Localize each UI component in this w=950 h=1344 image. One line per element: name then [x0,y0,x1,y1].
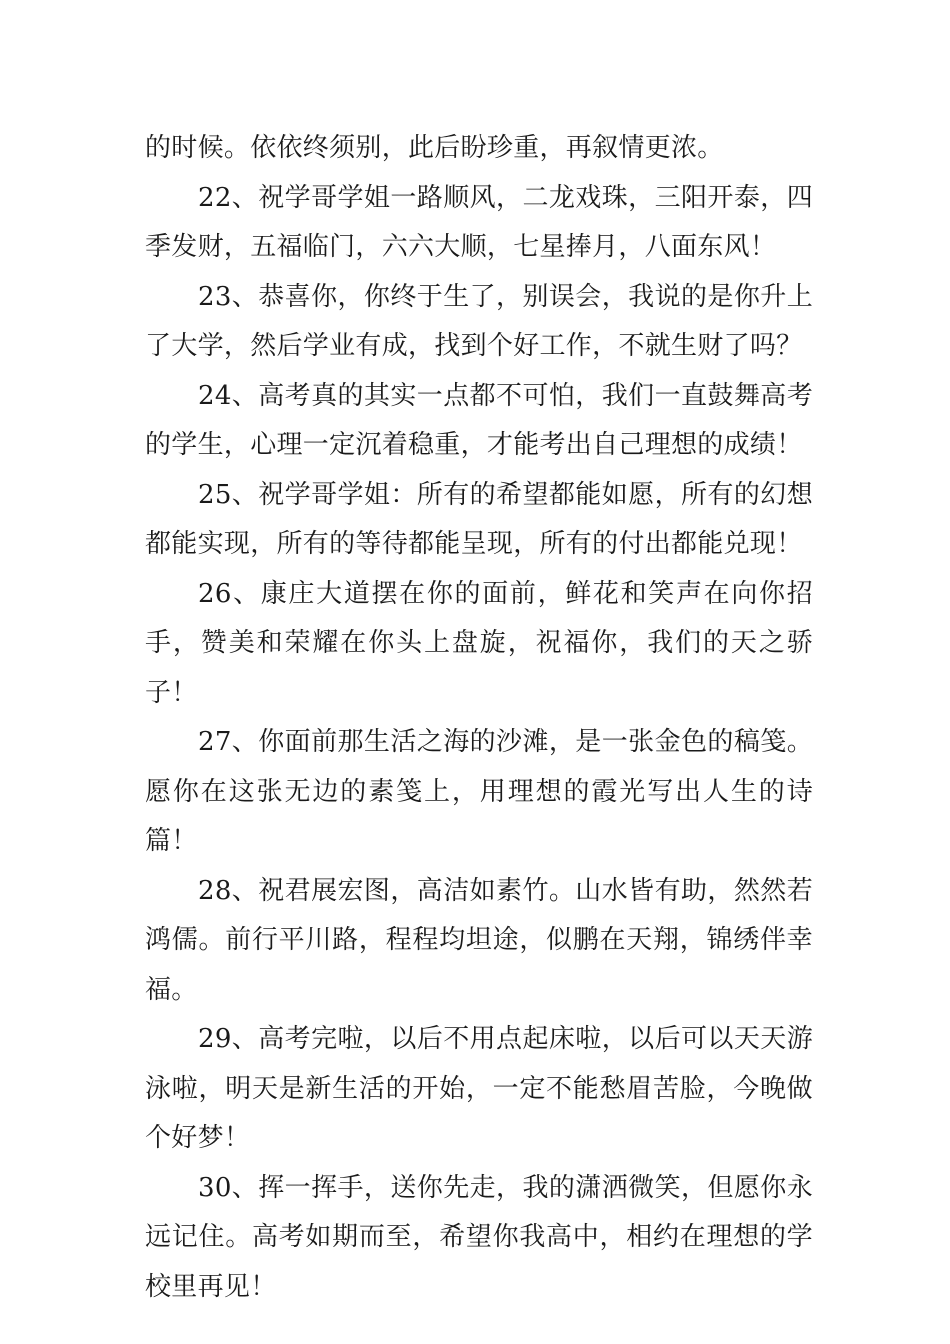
paragraph-29: 29、高考完啦，以后不用点起床啦，以后可以天天游泳啦，明天是新生活的开始，一定不能愁眉苦脸，今晚做个好梦！ [145,1024,813,1153]
paragraph-27: 27、你面前那生活之海的沙滩，是一张金色的稿笺。愿你在这张无边的素笺上，用理想的霞光写出人生的诗篇！ [145,727,813,856]
paragraph-25: 25、祝学哥学姐：所有的希望都能如愿，所有的幻想都能实现，所有的等待都能呈现，所有的付出都能兑现！ [145,479,813,559]
paragraph-28: 28、祝君展宏图，高洁如素竹。山水皆有助，然然若鸿儒。前行平川路，程程均坦途，似鹏在天翔，锦绣伴幸福。 [145,875,813,1005]
paragraph-continuation: 的时候。依依终须别，此后盼珍重，再叙情更浓。 [145,133,724,163]
paragraph-22: 22、祝学哥学姐一路顺风，二龙戏珠，三阳开泰，四季发财，五福临门，六六大顺，七星捧月，八面东风！ [145,182,813,262]
paragraph-26: 26、康庄大道摆在你的面前，鲜花和笑声在向你招手，赞美和荣耀在你头上盘旋，祝福你，我们的天之骄子！ [145,578,813,708]
document-body [145,124,813,1312]
paragraph-24: 24、高考真的其实一点都不可怕，我们一直鼓舞高考的学生，心理一定沉着稳重，才能考出自己理想的成绩！ [145,380,813,460]
paragraph-23: 23、恭喜你，你终于生了，别误会，我说的是你升上了大学，然后学业有成，找到个好工作，不就生财了吗？ [145,281,813,361]
paragraph-30: 30、挥一挥手，送你先走，我的潇洒微笑，但愿你永远记住。高考如期而至，希望你我高中，相约在理想的学校里再见！ [145,1172,813,1302]
